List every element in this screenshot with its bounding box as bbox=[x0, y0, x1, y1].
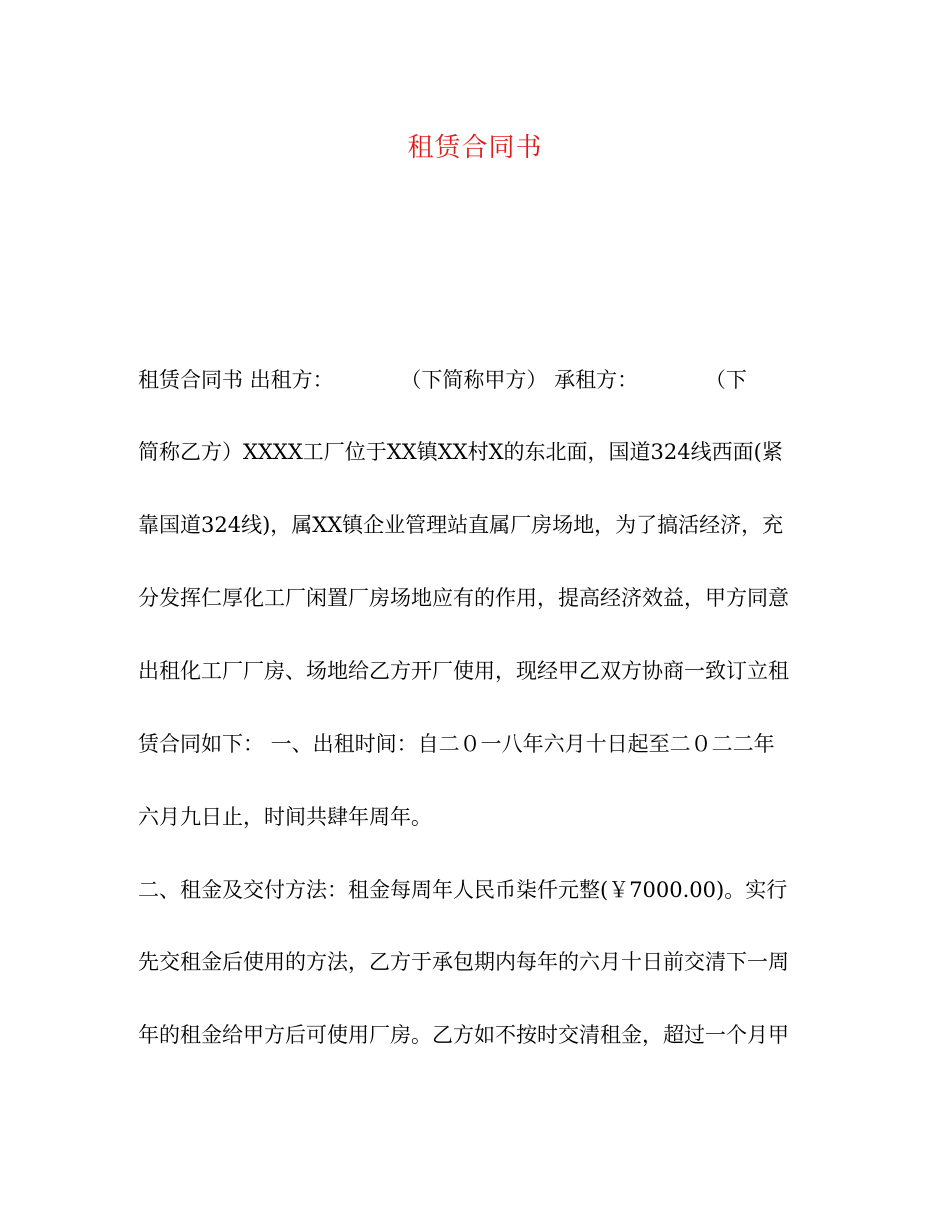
body-line: 简称乙方）XXXX工厂位于XX镇XX村X的东北面，国道324线西面(紧 bbox=[138, 440, 783, 464]
body-line: 六月九日止，时间共肆年周年。 bbox=[138, 805, 432, 829]
body-line: 先交租金后使用的方法，乙方于承包期内每年的六月十日前交清下一周 bbox=[138, 950, 789, 974]
body-line: 二、租金及交付方法：租金每周年人民币柒仟元整(￥7000.00)。实行 bbox=[138, 878, 788, 902]
body-line: 年的租金给甲方后可使用厂房。乙方如不按时交清租金，超过一个月甲 bbox=[138, 1023, 789, 1047]
body-line: 分发挥仁厚化工厂闲置厂房场地应有的作用，提高经济效益，甲方同意 bbox=[138, 586, 789, 610]
document-title: 租赁合同书 bbox=[407, 133, 543, 163]
body-line: 赁合同如下： 一、出租时间：自二０一八年六月十日起至二０二二年 bbox=[138, 732, 775, 756]
body-line: 出租化工厂厂房、场地给乙方开厂使用，现经甲乙双方协商一致订立租 bbox=[138, 659, 789, 683]
body-line: 租赁合同书 出租方： （下简称甲方） 承租方： （下 bbox=[138, 368, 747, 392]
body-line: 靠国道324线)，属XX镇企业管理站直属厂房场地，为了搞活经济，充 bbox=[138, 513, 784, 537]
